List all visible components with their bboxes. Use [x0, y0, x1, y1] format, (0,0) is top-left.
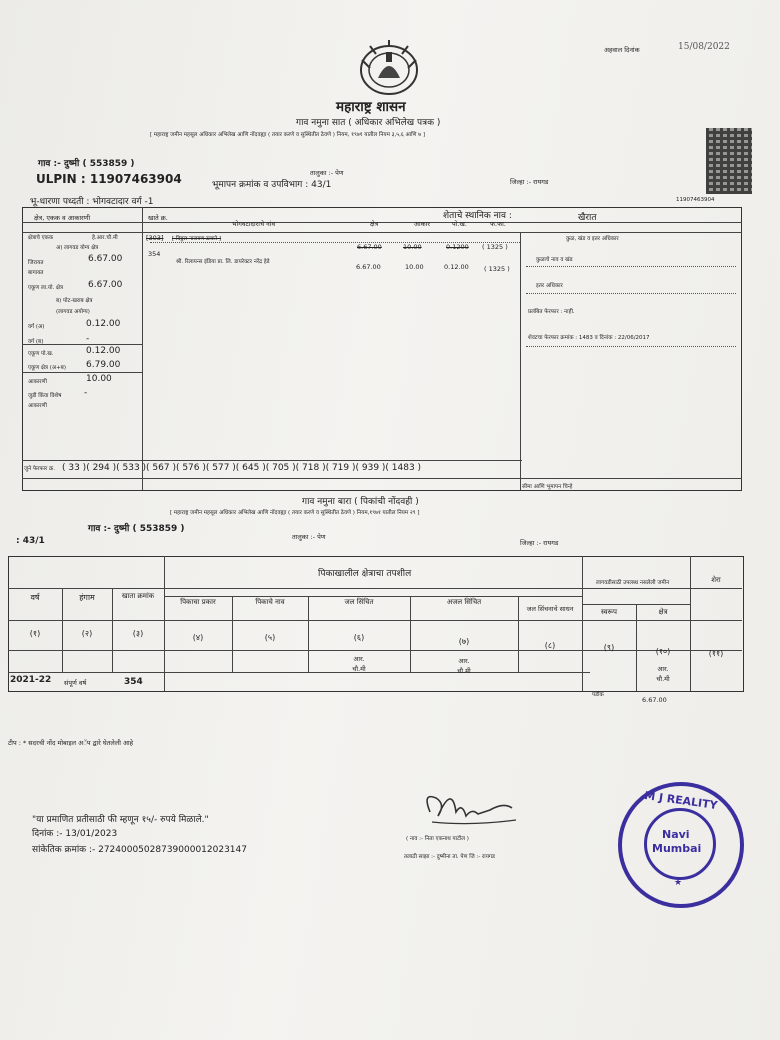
govt-title: महाराष्ट्र शासन: [336, 99, 406, 115]
akarni-value: 10.00: [86, 374, 112, 384]
signer-name: ( नाव :- निता एकनाथ पाटील ): [406, 836, 469, 842]
b-label: ब) पोट-खराब क्षेत्र: [56, 298, 93, 304]
old-mutation-values: ( 33 )( 294 )( 533 )( 567 )( 576 )( 577 )( 645 )( 705 )( 718 )( 719 )( 939 )( 1483 ): [62, 463, 422, 473]
total-label: एकूण ला.यो. क्षेत्र: [28, 285, 63, 291]
a-label: अ) लागवड योग्य क्षेत्र: [56, 245, 99, 251]
num-6: (६): [353, 633, 365, 642]
print-date-label: अहवाल दिनांक: [604, 46, 640, 54]
maharashtra-emblem-icon: [356, 40, 422, 96]
judi-label: जुडी किंवा विशेष: [28, 393, 62, 399]
num-2: (२): [81, 629, 93, 638]
col-remark: शेरा: [711, 576, 721, 584]
form12-survey: : 43/1: [16, 536, 45, 546]
bagayat-label: बागायत: [28, 270, 44, 276]
akarni2-label: आकारणी: [28, 403, 47, 409]
company-stamp: [618, 782, 744, 908]
num-11: (११): [708, 649, 724, 658]
form7-table: [22, 207, 742, 491]
num-8: (८): [544, 641, 556, 650]
col-year: वर्ष: [30, 593, 40, 602]
signature-icon: [412, 782, 532, 832]
unit-are-non-irrigated: आर.: [458, 657, 470, 665]
col-kshetra-header: क्षेत्र: [370, 220, 379, 228]
fee-note: "या प्रमाणित प्रतीसाठी फी म्हणून १५/- रुपये मिळाले.": [32, 815, 209, 825]
num-5: (५): [264, 633, 276, 642]
holder-fa: ( 1325 ): [484, 265, 510, 273]
old-mutation-label: जुने फेरफार क्र.: [24, 466, 56, 472]
footer-note: टीप : * सदरची नोंद मोबाइल अॅप द्वारे घेतलेली आहे: [8, 739, 134, 747]
num-3: (३): [132, 629, 144, 638]
form12-taluka: तालुका :- पेण: [292, 533, 326, 541]
num-10: (१०): [655, 647, 671, 656]
col-crop-name: पिकाचे नाव: [255, 598, 285, 606]
right-other: इतर अधिकार: [536, 283, 563, 289]
unit-sqm-fallow: चौ.मी: [656, 675, 670, 683]
holder-name: श्री. रिलायन्स इंडिया प्रा. लि. डायरेक्टर नरेंद्र हेडे: [176, 259, 270, 265]
stamp-star-icon: ★: [674, 878, 683, 888]
form7-subtitle: [ महाराष्ट्र जमीन महसूल अधिकार अभिलेख आणि नोंदवह्या ( तयार करणे व सुस्थितीत ठेवणे ) नियम, १९७१ यातील नियम ३,५,६ आणि ७ ]: [150, 132, 426, 138]
print-date: 15/08/2022: [678, 42, 730, 52]
form12-subtitle: [ महाराष्ट्र जमीन महसूल अधिकार अभिलेख आणि नोंदवह्या ( तयार करणे व सुस्थितीत ठेवणे ) नियम,१९७१ यातील नियम २९ ]: [170, 510, 420, 516]
form12-village: गाव :- दुष्मी ( 553859 ): [88, 524, 185, 534]
row-khata: 354: [124, 677, 143, 687]
unit-are-fallow: आर.: [657, 665, 669, 673]
col-crop-type: पिकाचा प्रकार: [180, 598, 216, 606]
total-area-label: एकूण क्षेत्र (अ+ब): [28, 365, 66, 371]
struck-holder: [ विठ्ठल नारायण ठाकरे ]: [172, 236, 222, 242]
col-fallow-area: क्षेत्र: [658, 608, 668, 616]
varg-b-label: वर्ग (ब): [28, 339, 44, 345]
struck-akar: 10.00: [403, 243, 422, 251]
num-4: (४): [192, 633, 204, 642]
col-non-irrigated: अजल सिंचित: [446, 598, 482, 606]
total-pokh-label: एकूण पो.ख.: [28, 351, 54, 357]
talathi-office: तलाठी साझा :- दुष्मीना ता. पेण जि :- रायगड: [404, 854, 495, 860]
stamp-line-1: Navi: [662, 828, 690, 841]
varg-b-value: -: [86, 334, 90, 344]
col-area-header: क्षेत्र, एकक व आकारणी: [34, 214, 91, 222]
akarni-label: आकारणी: [28, 379, 47, 385]
col-season: हंगाम: [79, 593, 95, 602]
col-right-header: खैरात: [578, 213, 597, 223]
form7-title: गाव नमुना सात ( अधिकार अभिलेख पत्रक ): [296, 118, 441, 128]
varg-a-label: वर्ग (अ): [28, 324, 45, 330]
total-pokh-value: 0.12.00: [86, 346, 121, 356]
row-season: संपूर्ण वर्ष: [64, 679, 87, 687]
unit-sqm-non-irrigated: चौ.मी: [457, 667, 471, 675]
b-sub: (लागवड अयोग्य): [56, 309, 90, 315]
stamp-top-text: M J REALITY: [643, 788, 719, 813]
taluka: तालुका :- पेण: [310, 169, 344, 177]
right-last-mutation: शेवटचा फेरफार क्रमांक : 1483 व दिनांक : 22/06/2017: [528, 335, 650, 341]
unit-label: क्षेत्राचे एकक: [28, 235, 54, 241]
village: गाव :- दुष्मी ( 553859 ): [38, 159, 135, 169]
holder-akar: 10.00: [405, 263, 424, 271]
total-area-value: 6.79.00: [86, 360, 121, 370]
struck-fa: ( 1325 ): [482, 243, 508, 251]
boundary-label: सीमा आणि भूमापन चिन्हे: [522, 484, 573, 490]
row-nature: पडीक: [592, 692, 604, 698]
qr-code-icon: [706, 128, 752, 194]
struck-area: 6.67.00: [357, 243, 382, 251]
num-9: (९): [603, 643, 615, 652]
col-fa-header: फ.फा.: [490, 220, 506, 228]
issue-date: दिनांक :- 13/01/2023: [32, 829, 118, 839]
struck-pokh: 0.1200: [446, 243, 469, 251]
group-fallow-header: लागवडीसाठी उपलब्ध नसलेली जमीन: [596, 580, 670, 586]
judi-value: -: [84, 388, 88, 398]
total-value: 6.67.00: [88, 280, 123, 290]
right-kuldar: कुळाचे नाव व खंड: [536, 257, 573, 263]
col-irrigation-source: जल सिंचनाचे साधन: [526, 605, 574, 613]
row-year: 2021-22: [10, 675, 52, 685]
row-fallow-area: 6.67.00: [642, 696, 667, 704]
qr-number: 11907463904: [676, 197, 715, 203]
group-crop-header: पिकाखालील क्षेत्राचा तपशील: [318, 569, 412, 579]
khata-number: 354: [148, 250, 161, 258]
unit-are-irrigated: आर.: [353, 655, 365, 663]
jirayat-label: जिरायत: [28, 260, 44, 266]
tenure: भू-धारणा पध्दती : भोगवटादार वर्ग -1: [30, 197, 154, 207]
col-akar-header: आकार: [414, 220, 430, 228]
code-number: सांकेतिक क्रमांक :- 27240005028739000012023147: [32, 845, 247, 855]
survey-number: भूमापन क्रमांक व उपविभाग : 43/1: [212, 180, 332, 190]
col-nature: स्वरूप: [600, 608, 618, 616]
unit-value: हे.आर.चौ.मी: [92, 235, 118, 241]
holder-area: 6.67.00: [356, 263, 381, 271]
right-pending: प्रलंबित फेरफार : नाही.: [528, 309, 575, 315]
local-name-label: शेताचे स्थानिक नाव :: [443, 211, 512, 221]
district: जिल्हा :- रायगड: [510, 178, 549, 186]
form12-title: गाव नमुना बारा ( पिकांची नोंदवही ): [302, 497, 419, 507]
jirayat-value: 6.67.00: [88, 254, 123, 264]
col-pokh-header: पो.ख.: [452, 220, 467, 228]
struck-khata: [303]: [146, 234, 164, 242]
varg-a-value: 0.12.00: [86, 319, 121, 329]
col-right-sub: कुळ, खंड व इतर अधिकार: [566, 236, 619, 242]
num-1: (१): [29, 629, 41, 638]
col-khata: खाता क्रमांक: [121, 592, 155, 600]
ulpin: ULPIN : 11907463904: [36, 172, 182, 186]
num-7: (७): [458, 637, 470, 646]
stamp-line-2: Mumbai: [652, 842, 702, 855]
form12-district: जिल्हा :- रायगड: [520, 539, 559, 547]
unit-sqm-irrigated: चौ.मी: [352, 665, 366, 673]
col-khata-header: खाते क्र.: [148, 214, 168, 222]
col-irrigated: जल सिंचित: [344, 598, 374, 606]
holder-pokh: 0.12.00: [444, 263, 469, 271]
col-holder-header: भोगवटादाराचे नांव: [232, 220, 276, 228]
